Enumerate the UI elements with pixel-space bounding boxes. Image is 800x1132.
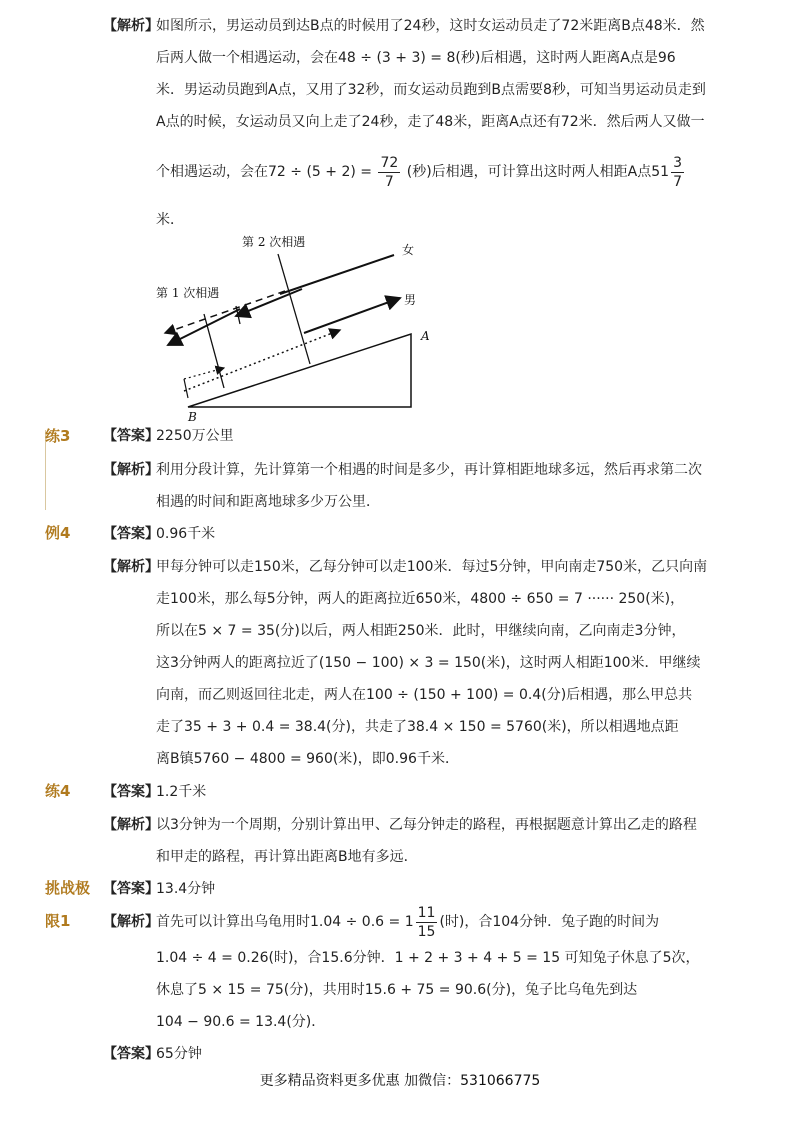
answer-value: 13.4分钟: [156, 881, 216, 897]
text-line: 以3分钟为一个周期，分别计算出甲、乙每分钟走的路程，再根据题意计算出乙走的路程: [156, 817, 697, 833]
fraction-numerator: 72: [380, 154, 399, 171]
meeting-marker-line: [204, 314, 224, 388]
text-line: 后两人做一个相遇运动，会在48 ÷ (3 + 3) = 8(秒)后相遇，这时两人距离A点是96: [156, 50, 676, 66]
fraction: [671, 156, 684, 189]
meeting-diagram: [140, 228, 460, 428]
text-line: 米．男运动员跑到A点，又用了32秒，而女运动员跑到B点需要8秒，可知当男运动员走到: [156, 82, 706, 98]
text-line: 走100米，那么每5分钟，两人的距离拉近650米，4800 ÷ 650 = 7 ······ 250(米)，: [156, 591, 685, 607]
text-line: 米．: [156, 212, 184, 228]
text-line: 相遇的时间和距离地球多少万公里．: [156, 494, 380, 510]
label-male: 男: [404, 293, 417, 307]
answer-value: 2250万公里: [156, 428, 234, 444]
text-segment: 首先可以计算出乌龟用时1.04 ÷ 0.6 = 1: [156, 914, 414, 930]
text-line: 如图所示，男运动员到达B点的时候用了24秒，这时女运动员走了72米距离B点48米．然: [156, 18, 705, 34]
label-point-a: A: [421, 329, 430, 343]
text-line-with-fractions: [156, 144, 686, 200]
fraction-denominator: 15: [417, 923, 436, 940]
text-line: 离B镇5760 − 4800 = 960(米)，即0.96千米．: [156, 751, 459, 767]
text-segment: (时)，合104分钟．兔子跑的时间为: [439, 914, 660, 930]
answer-tag: 【答案】: [103, 1046, 159, 1062]
text-line: 休息了5 × 15 = 75(分)，共用时15.6 + 75 = 90.6(分)，兔子比乌龟先到达: [156, 982, 638, 998]
text-line: 走了35 + 3 + 0.4 = 38.4(分)，共走了38.4 × 150 = 5760(米)，所以相遇地点距: [156, 719, 679, 735]
answer-tag: 【答案】: [103, 526, 159, 542]
fraction-denominator: 7: [673, 173, 682, 190]
text-line: 利用分段计算，先计算第一个相遇的时间是多少，再计算相距地球多远，然后再求第二次: [156, 462, 702, 478]
section-label: 限1: [45, 912, 71, 930]
analysis-tag: 【解析】: [103, 559, 159, 575]
text-line: 所以在5 × 7 = 35(分)以后，两人相距250米．此时，甲继续向南，乙向南走3分钟，: [156, 623, 686, 639]
fraction-numerator: 11: [417, 904, 436, 921]
section-label: 挑战极: [45, 879, 91, 897]
answer-value: 0.96千米: [156, 526, 216, 542]
analysis-tag: 【解析】: [103, 817, 159, 833]
answer-tag: 【答案】: [103, 784, 159, 800]
answer-value: 65分钟: [156, 1046, 202, 1062]
answer-value: 1.2千米: [156, 784, 207, 800]
text-line: 和甲走的路程，再计算出距离B地有多远．: [156, 849, 418, 865]
answer-tag: 【答案】: [103, 881, 159, 897]
text-line-with-fraction: [156, 898, 659, 946]
footer-promo: 更多精品资料更多优惠 加微信：531066775: [259, 1073, 541, 1089]
meeting-marker-line: [278, 254, 310, 364]
section-label: 练4: [45, 782, 71, 800]
text-line: 这3分钟两人的距离拉近了(150 − 100) × 3 = 150(米)，这时两人相距100米．甲继续: [156, 655, 701, 671]
text-segment: (秒)后相遇，可计算出这时两人相距A点51: [406, 164, 670, 180]
section-label: 例4: [45, 524, 71, 542]
section-label: 练3: [45, 427, 71, 445]
label-female: 女: [402, 243, 415, 257]
label-first-meeting: 第 1 次相遇: [156, 286, 220, 300]
text-line: 1.04 ÷ 4 = 0.26(时)，合15.6分钟．1 + 2 + 3 + 4 + 5 = 15 可知兔子休息了5次，: [156, 950, 700, 966]
text-line: A点的时候，女运动员又向上走了24秒，走了48米，距离A点还有72米．然后两人又做一: [156, 114, 705, 130]
text-line: 甲每分钟可以走150米，乙每分钟可以走100米．每过5分钟，甲向南走750米，乙只向南: [156, 559, 708, 575]
male-dotted-arrow: [184, 330, 340, 391]
male-arrow: [304, 298, 400, 333]
analysis-tag: 【解析】: [103, 462, 159, 478]
fraction: [378, 156, 400, 189]
female-path-line: [280, 255, 394, 294]
fraction-numerator: 3: [673, 154, 682, 171]
answer-tag: 【答案】: [103, 428, 159, 444]
text-line: 104 − 90.6 = 13.4(分)．: [156, 1014, 326, 1030]
text-line: 向南，而乙则返回往北走，两人在100 ÷ (150 + 100) = 0.4(分)后相遇，那么甲总共: [156, 687, 693, 703]
label-point-b: B: [188, 410, 197, 424]
edge-tick: [184, 379, 188, 398]
label-second-meeting: 第 2 次相遇: [242, 235, 306, 249]
fraction-denominator: 7: [384, 173, 394, 190]
text-segment: 个相遇运动，会在72 ÷ (5 + 2) =: [156, 164, 372, 180]
fraction: [416, 906, 438, 939]
slope-triangle: [188, 334, 411, 407]
analysis-tag: 【解析】: [103, 914, 159, 930]
analysis-tag: 【解析】: [103, 18, 159, 34]
